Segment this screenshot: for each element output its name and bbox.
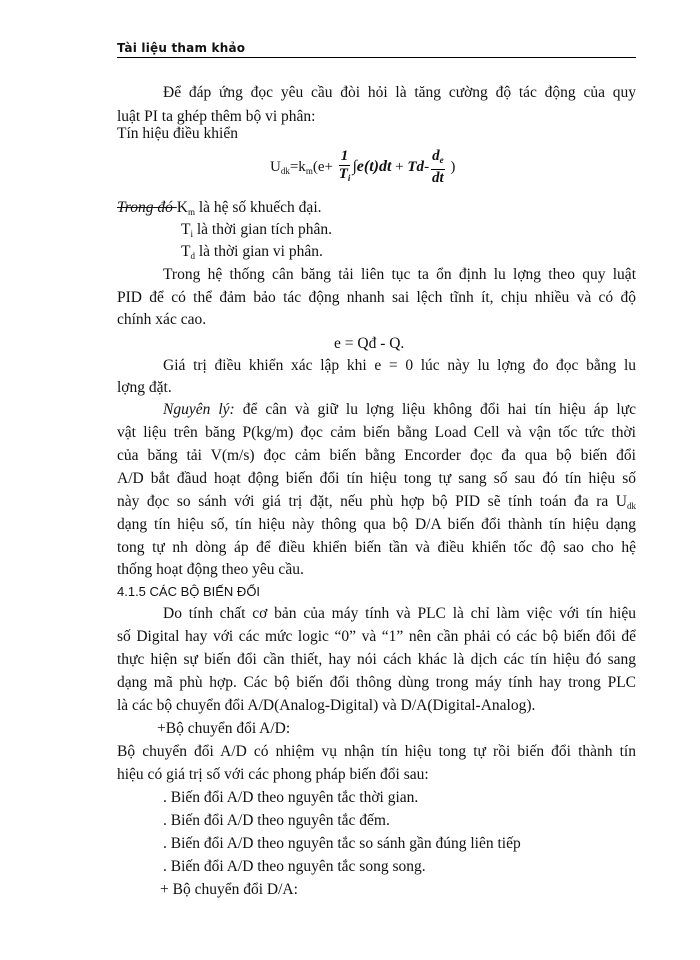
text-line-ti: $T_i$ là thời gian tích phân. xyxy=(181,221,333,239)
frac2-denominator: dt xyxy=(431,170,444,186)
text-line: tong tự nh dòng áp để điều khiển biến tần và điều khiển tốc độ sao cho hệ xyxy=(117,539,636,556)
text-line: dạng mã phù hợp. Các bộ biến đổi thông dùng trong máy tính hay trong PLC xyxy=(117,674,636,691)
text-line: Để đáp ứng đọc yêu cầu đòi hỏi là tăng cường độ tác động của quy xyxy=(163,84,636,101)
text-line-km: Trong đó $K_m$ là hệ số khuếch đại. xyxy=(117,199,322,217)
text-line: Tín hiệu điều khiển xyxy=(117,125,238,142)
section-heading: 4.1.5 CÁC BỘ BIẾN ĐỔI xyxy=(117,584,261,599)
formula-plus: + xyxy=(391,158,408,175)
text-line-udk: này đọc so sánh với giá trị đặt, nếu phù hợp bộ PID sẽ tính toán đa ra $U_{dk}$ xyxy=(117,493,636,511)
text-line: Giá trị điều khiển xác lập khi e = 0 lúc này lu lợng đo đọc bằng lu xyxy=(163,357,636,374)
formula-lhs: U xyxy=(270,158,281,175)
frac1-numerator: 1 xyxy=(339,148,351,166)
equation-e: e = Qđ - Q. xyxy=(334,335,405,352)
formula-td: Td xyxy=(407,158,425,175)
text-line: chính xác cao. xyxy=(117,311,207,328)
text-line: Bộ chuyển đổi A/D có nhiệm vụ nhận tín hiệu tong tự rồi biến đổi thành tín xyxy=(117,743,636,760)
text-line: dạng tín hiệu số, tín hiệu này thông qua bộ D/A biến đổi thành tín hiệu dạng xyxy=(117,516,636,533)
list-item: . Biến đổi A/D theo nguyên tắc song song. xyxy=(163,858,426,875)
header-rule xyxy=(117,57,636,58)
list-item: . Biến đổi A/D theo nguyên tắc thời gian. xyxy=(163,789,419,806)
subheading-da: + Bộ chuyển đổi D/A: xyxy=(160,881,298,898)
text-line: là các bộ chuyển đổi A/D(Analog-Digital) và D/A(Digital-Analog). xyxy=(117,697,536,714)
text-line: A/D bắt đầud hoạt động biến đổi tín hiệu tong tự sang số sau đó tín hiệu số xyxy=(117,470,636,487)
text-line: thực hiện sự biến đổi cần thiết, hay nói cách khác là dịch các tín hiệu đó sang xyxy=(117,651,636,668)
struck-text: Trong đó xyxy=(117,199,177,216)
text-line-td: $T_d$ là thời gian vi phân. xyxy=(181,243,323,261)
text-line: lợng đặt. xyxy=(117,379,172,396)
pid-formula: $U_{dk}=k_m(e+$ $\frac{1}{T_i}$ ∫e(t)dt + Td- $\frac{d_e}{dt}$ ) xyxy=(270,148,456,186)
list-item: . Biến đổi A/D theo nguyên tắc đếm. xyxy=(163,812,390,829)
formula-integral: ∫e(t)dt xyxy=(352,157,392,175)
text-line: hiệu có giá trị số với các phong pháp biến đổi sau: xyxy=(117,766,429,783)
text-line: luật PI ta ghép thêm bộ vi phân: xyxy=(117,108,316,125)
frac1-denominator: $T_i$ xyxy=(338,166,351,183)
subheading-ad: +Bộ chuyển đổi A/D: xyxy=(157,720,291,737)
formula-close: ) xyxy=(446,158,456,175)
text-line: thống hoạt động theo yêu cầu. xyxy=(117,561,304,578)
formula-eq: =k xyxy=(289,158,306,175)
formula-lhs-sub: dk xyxy=(280,165,290,176)
text-line-principle: Nguyên lý: để cân và giữ lu lợng liệu không đổi hai tín hiệu áp lực xyxy=(163,401,636,418)
text-line: vật liệu trên băng P(kg/m) đọc cảm biến bằng Load Cell và vận tốc tức thời xyxy=(117,424,636,441)
formula-open: (e+ xyxy=(312,158,337,175)
list-item: . Biến đổi A/D theo nguyên tắc so sánh gần đúng liên tiếp xyxy=(163,835,521,852)
text-line: của băng tải V(m/s) đọc cảm biến bằng Encorder đọc đa qua bộ biến đổi xyxy=(117,447,636,464)
text-line: Do tính chất cơ bản của máy tính và PLC là chỉ làm việc với tín hiệu xyxy=(163,605,636,622)
text-line: PID để có thể đảm bảo tác động nhanh sai lệch tĩnh ít, chịu nhiều và có độ xyxy=(117,289,636,306)
formula-k-sub: m xyxy=(305,165,313,176)
principle-label: Nguyên lý: xyxy=(163,401,235,418)
fraction-de-over-dt xyxy=(431,148,445,187)
fraction-1-over-ti xyxy=(339,148,351,187)
header-title: Tài liệu tham khảo xyxy=(117,41,246,55)
text-line: Trong hệ thống cân băng tải liên tục ta ổn định lu lợng theo quy luật xyxy=(163,266,636,283)
frac2-numerator: $d_e$ xyxy=(431,148,445,170)
text-line: số Digital hay với các mức logic “0” và “1” nên cần phải có các bộ biến đổi để xyxy=(117,628,636,645)
